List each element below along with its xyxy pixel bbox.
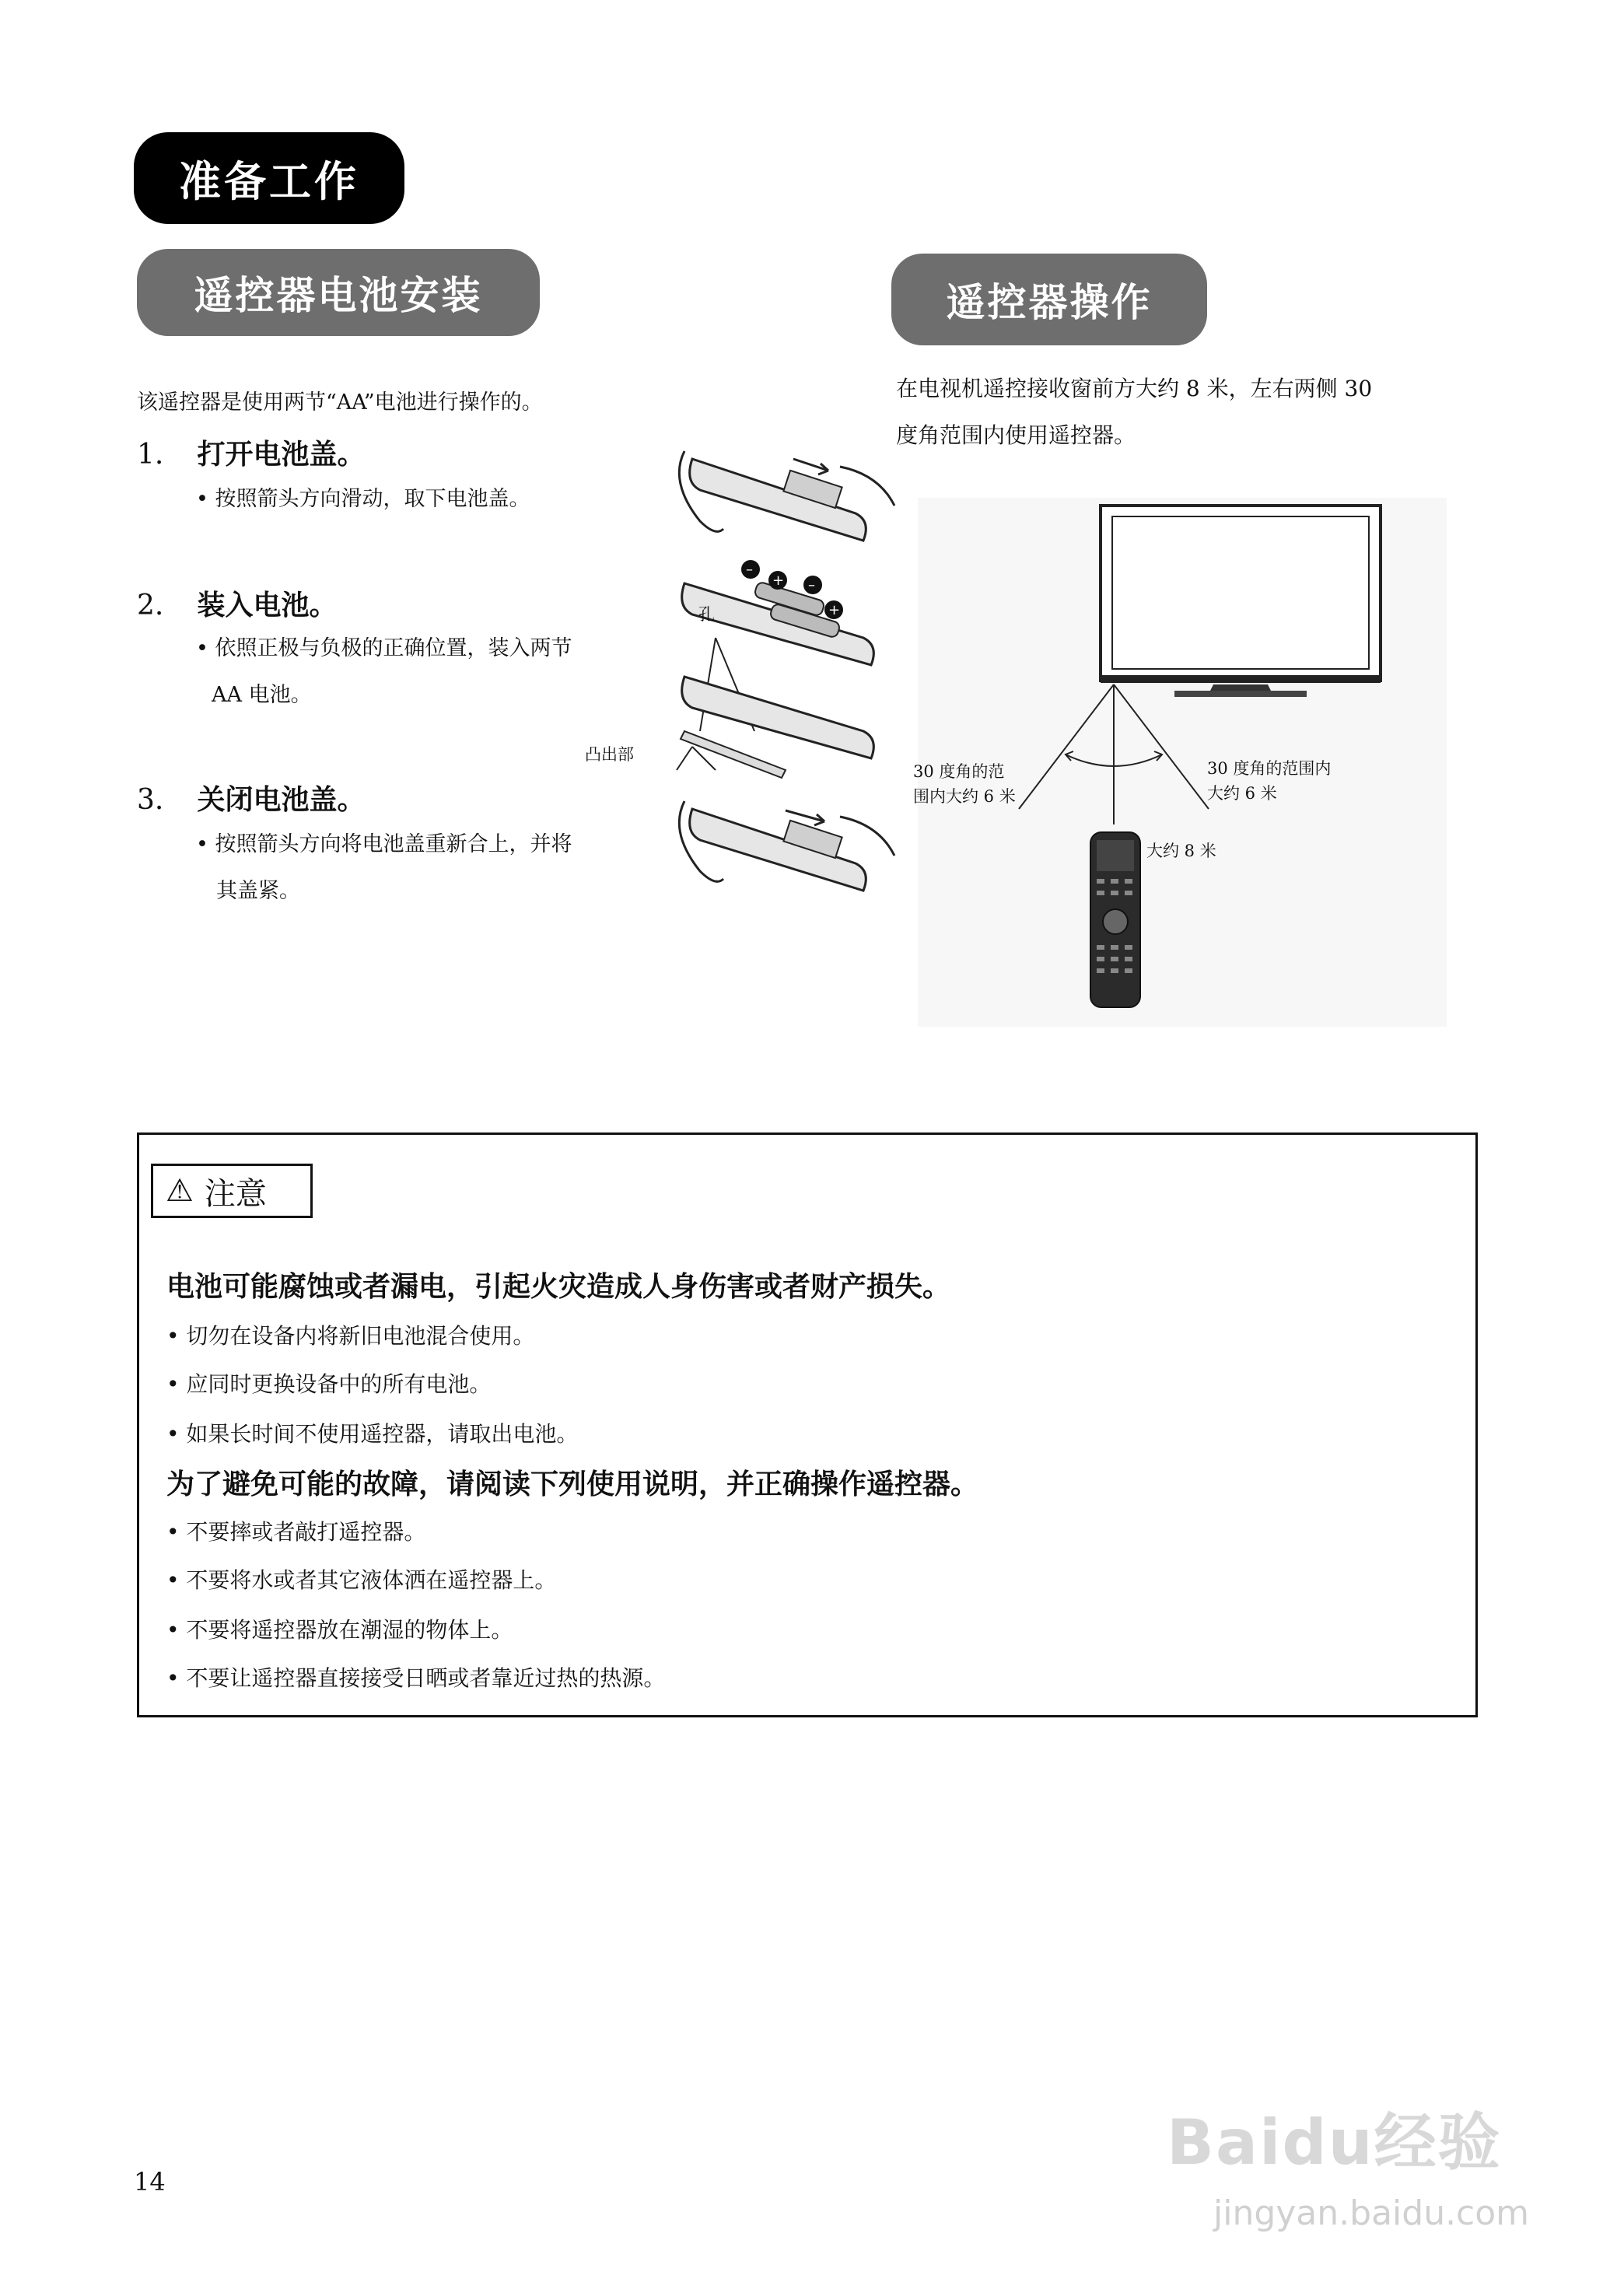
range-lines: [1019, 684, 1209, 824]
operation-text: [896, 366, 1372, 459]
caution-item-2: • 应同时更换设备中的所有电池。: [166, 1371, 492, 1397]
watermark-brand: Baidu经验: [1167, 2106, 1502, 2179]
page-number: 14: [134, 2167, 166, 2197]
step-2-line-1: • 依照正极与负极的正确位置，装入两节: [196, 636, 572, 660]
svg-text:+: +: [772, 572, 785, 589]
right-angle-label: [1207, 756, 1331, 806]
step-2-number: 2.: [137, 590, 164, 621]
caution-item-3: • 如果长时间不使用遥控器，请取出电池。: [166, 1421, 579, 1447]
step-2-title: 装入电池。: [197, 590, 338, 621]
tv-illustration: [1101, 506, 1381, 697]
step-3-number: 3.: [137, 784, 164, 816]
battery-section-title: 遥控器电池安装: [137, 249, 540, 336]
svg-text:+: +: [828, 602, 841, 618]
tab-label: 凸出部: [585, 745, 634, 764]
left-angle-label: [913, 759, 1016, 809]
watermark-url: jingyan.baidu.com: [1213, 2193, 1530, 2233]
remote-open-illustration: [679, 451, 894, 541]
step-2: [137, 583, 337, 623]
hole-label: 孔: [698, 605, 715, 624]
front-distance-label: 大约 8 米: [1146, 842, 1216, 860]
step-1-number: 1.: [137, 439, 164, 471]
step-3-title: 关闭电池盖。: [197, 784, 366, 816]
caution-tag-label: 注意: [204, 1175, 267, 1212]
caution-item-4: • 不要摔或者敲打遥控器。: [166, 1519, 426, 1545]
caution-item-6: • 不要将遥控器放在潮湿的物体上。: [166, 1617, 513, 1643]
right-angle-label-line-2: 大约 6 米: [1207, 784, 1277, 803]
caution-heading-2: 为了避免可能的故障，请阅读下列使用说明，并正确操作遥控器。: [166, 1469, 979, 1500]
svg-text:–: –: [808, 577, 815, 593]
step-1-title: 打开电池盖。: [197, 439, 366, 471]
step-3-line-2: 其盖紧。: [216, 879, 300, 903]
right-angle-label-line-1: 30 度角的范围内: [1207, 759, 1332, 778]
step-1-line-1: • 按照箭头方向滑动，取下电池盖。: [196, 487, 530, 511]
step-2-line-2: AA 电池。: [212, 683, 312, 707]
step-3-line-1: • 按照箭头方向将电池盖重新合上，并将: [196, 832, 572, 856]
operation-text-line-2: 度角范围内使用遥控器。: [896, 422, 1136, 448]
caution-tag: [151, 1164, 313, 1218]
caution-item-5: • 不要将水或者其它液体洒在遥控器上。: [166, 1567, 557, 1593]
battery-install-figure: [669, 404, 902, 918]
caution-heading-1: 电池可能腐蚀或者漏电，引起火灾造成人身伤害或者财产损失。: [166, 1271, 951, 1303]
step-3: [137, 778, 365, 817]
page-title: 准备工作: [134, 132, 404, 224]
remote-close-illustration: [679, 801, 894, 891]
left-angle-label-line-1: 30 度角的范: [913, 762, 1005, 781]
remote-cover-illustration: [677, 677, 873, 778]
step-1: [137, 432, 365, 472]
warning-icon: ⚠: [166, 1173, 194, 1209]
caution-item-1: • 切勿在设备内将新旧电池混合使用。: [166, 1323, 535, 1349]
operation-section-title: 遥控器操作: [891, 254, 1207, 345]
battery-intro: 该遥控器是使用两节“AA”电池进行操作的。: [137, 390, 543, 415]
svg-text:–: –: [746, 562, 753, 578]
remote-control-illustration: [1090, 832, 1140, 1007]
left-angle-label-line-2: 围内大约 6 米: [913, 787, 1016, 806]
caution-item-7: • 不要让遥控器直接接受日晒或者靠近过热的热源。: [166, 1665, 666, 1691]
operation-text-line-1: 在电视机遥控接收窗前方大约 8 米，左右两侧 30: [896, 376, 1373, 401]
